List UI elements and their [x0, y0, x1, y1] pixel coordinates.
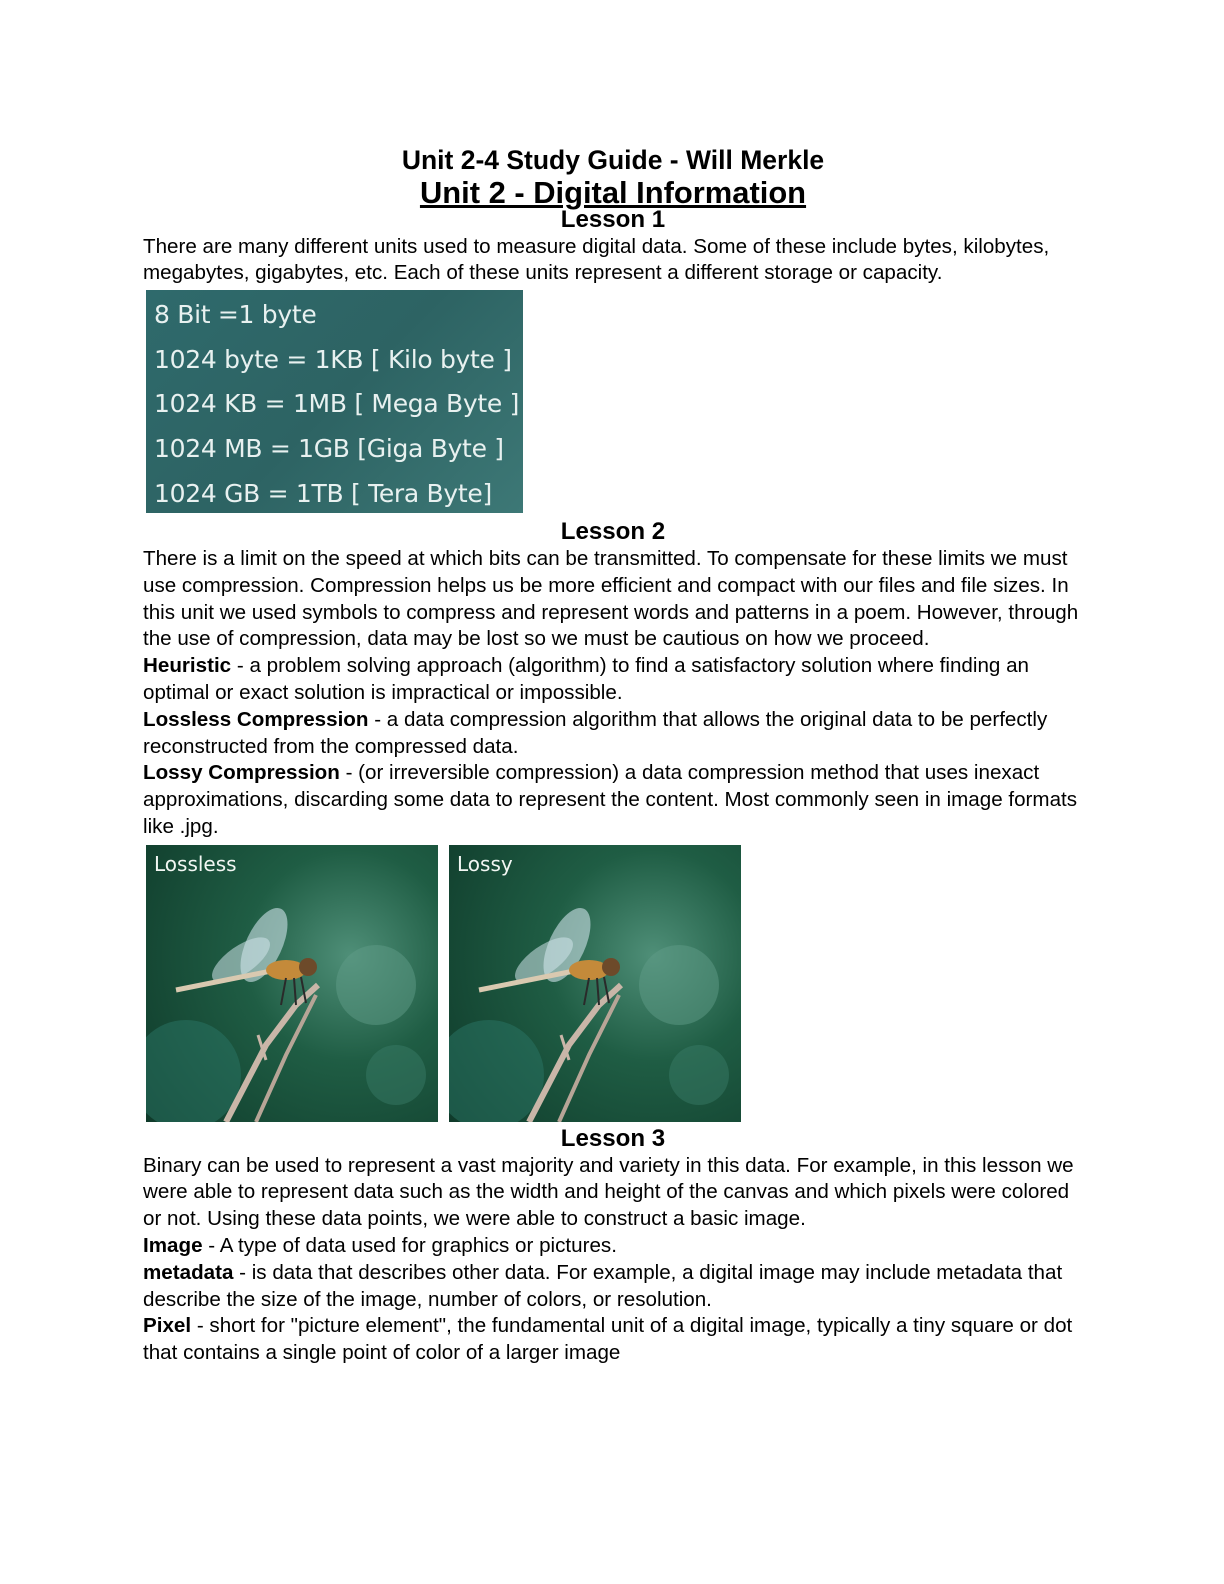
units-line: 1024 MB = 1GB [Giga Byte ]	[154, 433, 504, 463]
lesson-1-paragraph: There are many different units used to measure digital data. Some of these include bytes, kilobytes, megabytes, gigabytes, etc. Each of these units represent a different storage or capacity.	[143, 234, 1050, 285]
lossy-dragonfly-photo	[449, 845, 741, 1122]
lesson-2-paragraph: There is a limit on the speed at which bits can be transmitted. To compensate for these limits we must use compression. Compression helps us be more efficient and compact with our files and file sizes. In this unit we used symbols to compress and represent words and patterns in a poem. However, through the use of compression, data may be lost so we must be cautious on how we proceed.	[143, 546, 1079, 651]
definition-text: - is data that describes other data. For example, a digital image may include metadata that describe the size of the image, number of colors, or resolution.	[143, 1260, 1063, 1311]
lesson-2-heading: Lesson 2	[560, 518, 666, 546]
definition-term: Lossy Compression	[143, 761, 340, 785]
definition-term: Pixel	[143, 1314, 192, 1338]
lossless-label: Lossless	[154, 851, 237, 876]
definition-term: Lossless Compression	[143, 707, 369, 731]
definition-text: - a problem solving approach (algorithm) to find a satisfactory solution where finding an optimal or exact solution is impractical or impossible.	[143, 654, 1029, 704]
definition-text: - (or irreversible compression) a data compression method that uses inexact approximations, discarding some data to represent the content. Most commonly seen in image formats like .jpg.	[143, 761, 1078, 838]
units-line: 1024 GB = 1TB [ Tera Byte]	[154, 478, 492, 508]
compression-comparison-images	[146, 845, 1083, 1122]
lesson-3-paragraph: Binary can be used to represent a vast majority and variety in this data. For example, in this lesson we were able to represent data such as the width and height of the canvas and which pixels were colored or not. Using these data points, we were able to construct a basic image.	[143, 1153, 1074, 1231]
lossless-dragonfly-photo	[146, 845, 438, 1122]
data-units-image	[146, 290, 523, 513]
definition-pixel	[143, 1313, 1083, 1367]
unit-heading: Unit 2 - Digital Information	[419, 175, 807, 210]
lossy-label: Lossy	[457, 851, 513, 876]
definition-text: - short for "picture element", the fundamental unit of a digital image, typically a tiny square or dot that contains a single point of color of a larger image	[143, 1314, 1073, 1365]
definition-lossy-compression	[143, 760, 1083, 840]
definition-lossless-compression	[143, 707, 1083, 761]
definition-image	[143, 1233, 1083, 1260]
definition-heuristic	[143, 653, 1083, 707]
units-line: 8 Bit =1 byte	[154, 300, 317, 330]
units-line: 1024 KB = 1MB [ Mega Byte ]	[154, 389, 520, 419]
dragonfly-illustration	[449, 845, 741, 1122]
definition-metadata	[143, 1260, 1083, 1314]
definition-term: Image	[143, 1233, 203, 1257]
units-line: 1024 byte = 1KB [ Kilo byte ]	[154, 344, 512, 374]
dragonfly-illustration	[146, 845, 438, 1122]
lesson-1-heading: Lesson 1	[560, 205, 666, 233]
definition-text: - A type of data used for graphics or pictures.	[202, 1233, 617, 1257]
definition-text: - a data compression algorithm that allows the original data to be perfectly reconstructed from the compressed data.	[143, 707, 1048, 758]
definition-term: metadata	[143, 1260, 234, 1284]
definition-term: Heuristic	[143, 654, 232, 678]
document-content	[143, 140, 1083, 1367]
lesson-3-heading: Lesson 3	[560, 1124, 666, 1152]
document-title: Unit 2-4 Study Guide - Will Merkle	[401, 145, 825, 175]
